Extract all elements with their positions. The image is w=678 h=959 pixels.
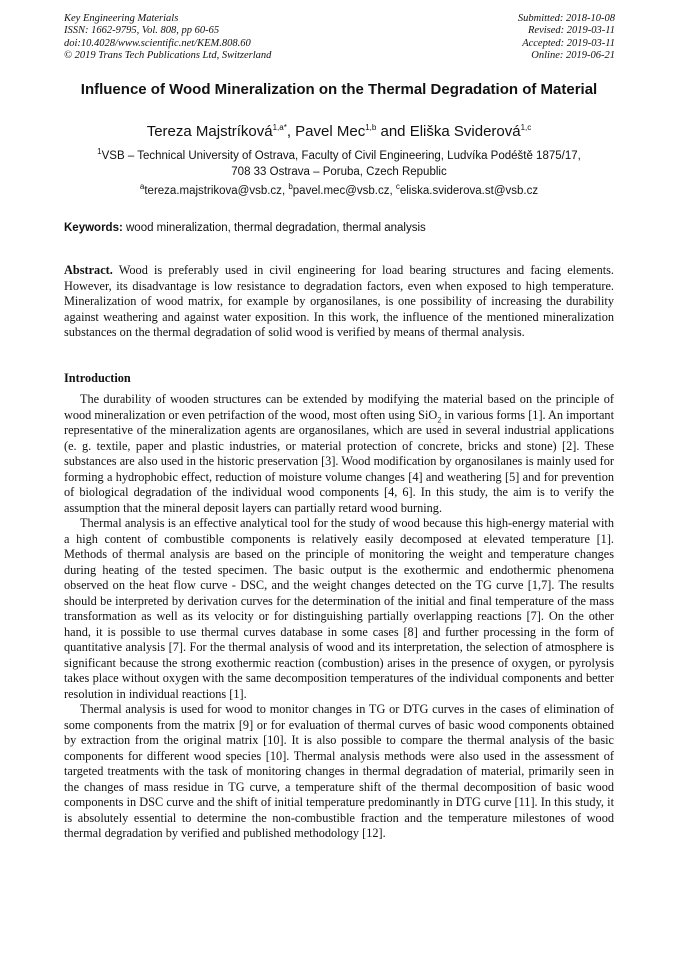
email-mark: a <box>139 182 145 192</box>
email-link[interactable]: pavel.mec@vsb.cz <box>292 185 390 197</box>
author-separator: , <box>286 123 296 140</box>
journal-doi: doi:10.4028/www.scientific.net/KEM.808.60 <box>64 37 251 49</box>
journal-copyright: © 2019 Trans Tech Publications Ltd, Switzerland <box>64 50 272 62</box>
subscript: 2 <box>437 414 442 424</box>
author-name: Pavel Mec <box>295 123 366 140</box>
keywords-text: wood mineralization, thermal degradation, thermal analysis <box>122 222 426 234</box>
date-accepted: Accepted: 2019-03-11 <box>522 37 615 49</box>
affiliation <box>64 149 614 180</box>
section-heading-introduction: Introduction <box>64 371 131 385</box>
author-name: Eliška Sviderová <box>409 123 521 140</box>
abstract-text: Wood is preferably used in civil engineering for load bearing structures and facing elements. However, its disadvantage is low resistance to degradation factors, even when exposed to high temperature. Mineralization of wood matrix, for example by organosilanes, is one possibility of increasing the durability against weathering and against water exposition. In this work, the influence of the mentioned mineralization substances on the thermal degradation of solid wood is verified by means of thermal analysis. <box>64 263 614 339</box>
author-and: and <box>376 123 410 140</box>
affiliation-line-1: $^1$VSB – Technical University of Ostrava, Faculty of Civil Engineering, Ludvíka Podéště 1875/17, <box>97 147 581 162</box>
email-mark: b <box>288 182 293 192</box>
author-emails: $^a$tereza.majstrikova@vsb.cz, $^b$pavel.mec@vsb.cz, $^c$eliska.sviderova.st@vsb.cz <box>139 182 539 197</box>
journal-header <box>64 13 271 63</box>
paper-title: Influence of Wood Mineralization on the Thermal Degradation of Material <box>80 81 598 98</box>
affiliation-line-2: 708 33 Ostrava – Poruba, Czech Republic <box>231 165 447 178</box>
keywords <box>64 221 426 236</box>
email-mark: c <box>395 182 400 192</box>
introduction-body <box>64 392 614 842</box>
author-name: Tereza Majstríková <box>146 123 273 140</box>
date-submitted: Submitted: 2018-10-08 <box>517 13 615 24</box>
author-list <box>64 123 614 141</box>
journal-name: Key Engineering Materials <box>64 13 179 24</box>
abstract <box>64 263 614 341</box>
dates-header <box>518 13 615 63</box>
author-affiliation-mark: 1,a* <box>272 123 287 132</box>
date-online: Online: 2019-06-21 <box>531 50 615 62</box>
affiliation-mark: 1 <box>97 147 102 157</box>
keywords-label: Keywords: <box>64 222 123 234</box>
intro-paragraph-3: Thermal analysis is used for wood to monitor changes in TG or DTG curves in the cases of elimination of some components from the matrix [9] or for evaluation of thermal curves of basic wood components obtained by extraction from the original matrix [10]. It is also possible to compare the thermal analysis of the basic components for different wood species [10]. Thermal analysis methods were also used in the assessment of targeted treatments with the task of monitoring changes in thermal degradation of material, primarily seen in the changes of mass residue in TG curve, a temperature shift of the thermal decomposition of basic wood components in DSC curve and the shift of initial temperature predominantly in DTG curve [11]. In this study, it is absolutely essential to determine the non-combustible fraction and the temperature milestones of wood thermal degradation by verified and published methodology [12]. <box>64 702 614 840</box>
journal-issn: ISSN: 1662-9795, Vol. 808, pp 60-65 <box>64 25 220 37</box>
email-link[interactable]: eliska.sviderova.st@vsb.cz <box>399 185 539 197</box>
author-affiliation-mark: 1,c <box>520 123 532 132</box>
email-link[interactable]: tereza.majstrikova@vsb.cz <box>144 185 282 197</box>
intro-paragraph-2: Thermal analysis is an effective analytical tool for the study of wood because this high-energy material with a high content of combustible components is relatively easily decomposed at elevated temperature [1]. Methods of thermal analysis are based on the principle of monitoring the weight and temperature changes during heating of the tested specimen. The basic output is the exothermic and endothermic phenomena observed on the heat flow curve - DSC, and the weight changes detected on the TG curve [1,7]. The results should be interpreted by derivation curves for the determination of the initial and final temperature of the mass transformation as well as its velocity or for distinguishing partially overlapping reactions [7]. On the other hand, it is possible to use thermal curves database in some cases [8] and further processing in the form of quantitative analysis [7]. For the thermal analysis of wood and its interpretation, the selection of atmosphere is significant because the strong exothermic reaction (combustion) arises in the presence of oxygen, or pyrolysis takes place without oxygen with the same decomposition temperatures of the individual components and better resolution in individual reactions [1]. <box>64 516 614 701</box>
abstract-label: Abstract. <box>64 263 113 277</box>
date-revised: Revised: 2019-03-11 <box>528 25 615 37</box>
author-affiliation-mark: 1,b <box>365 123 377 132</box>
intro-paragraph-1: The durability of wooden structures can be extended by modifying the material based on the principle of wood mineralization or even petrifaction of the wood, most often using SiO$_2$ in various forms [1]. An important representative of the mineralization agents are organosilanes, which are used in several industrial applications (e. g. textile, paper and plastic industries, or material protection of concrete, bricks and stone) [2]. These substances are also used in the historic preservation [3]. Wood modification by organosilanes is mainly used for forming a hydrophobic effect, reduction of moisture volume changes [4] and weathering [5] and for prevention of biological degradation of the individual wood components [4, 6]. In this study, the aim is to verify the assumption that the mineral deposit layers can partially retard wood burning. <box>64 392 614 515</box>
